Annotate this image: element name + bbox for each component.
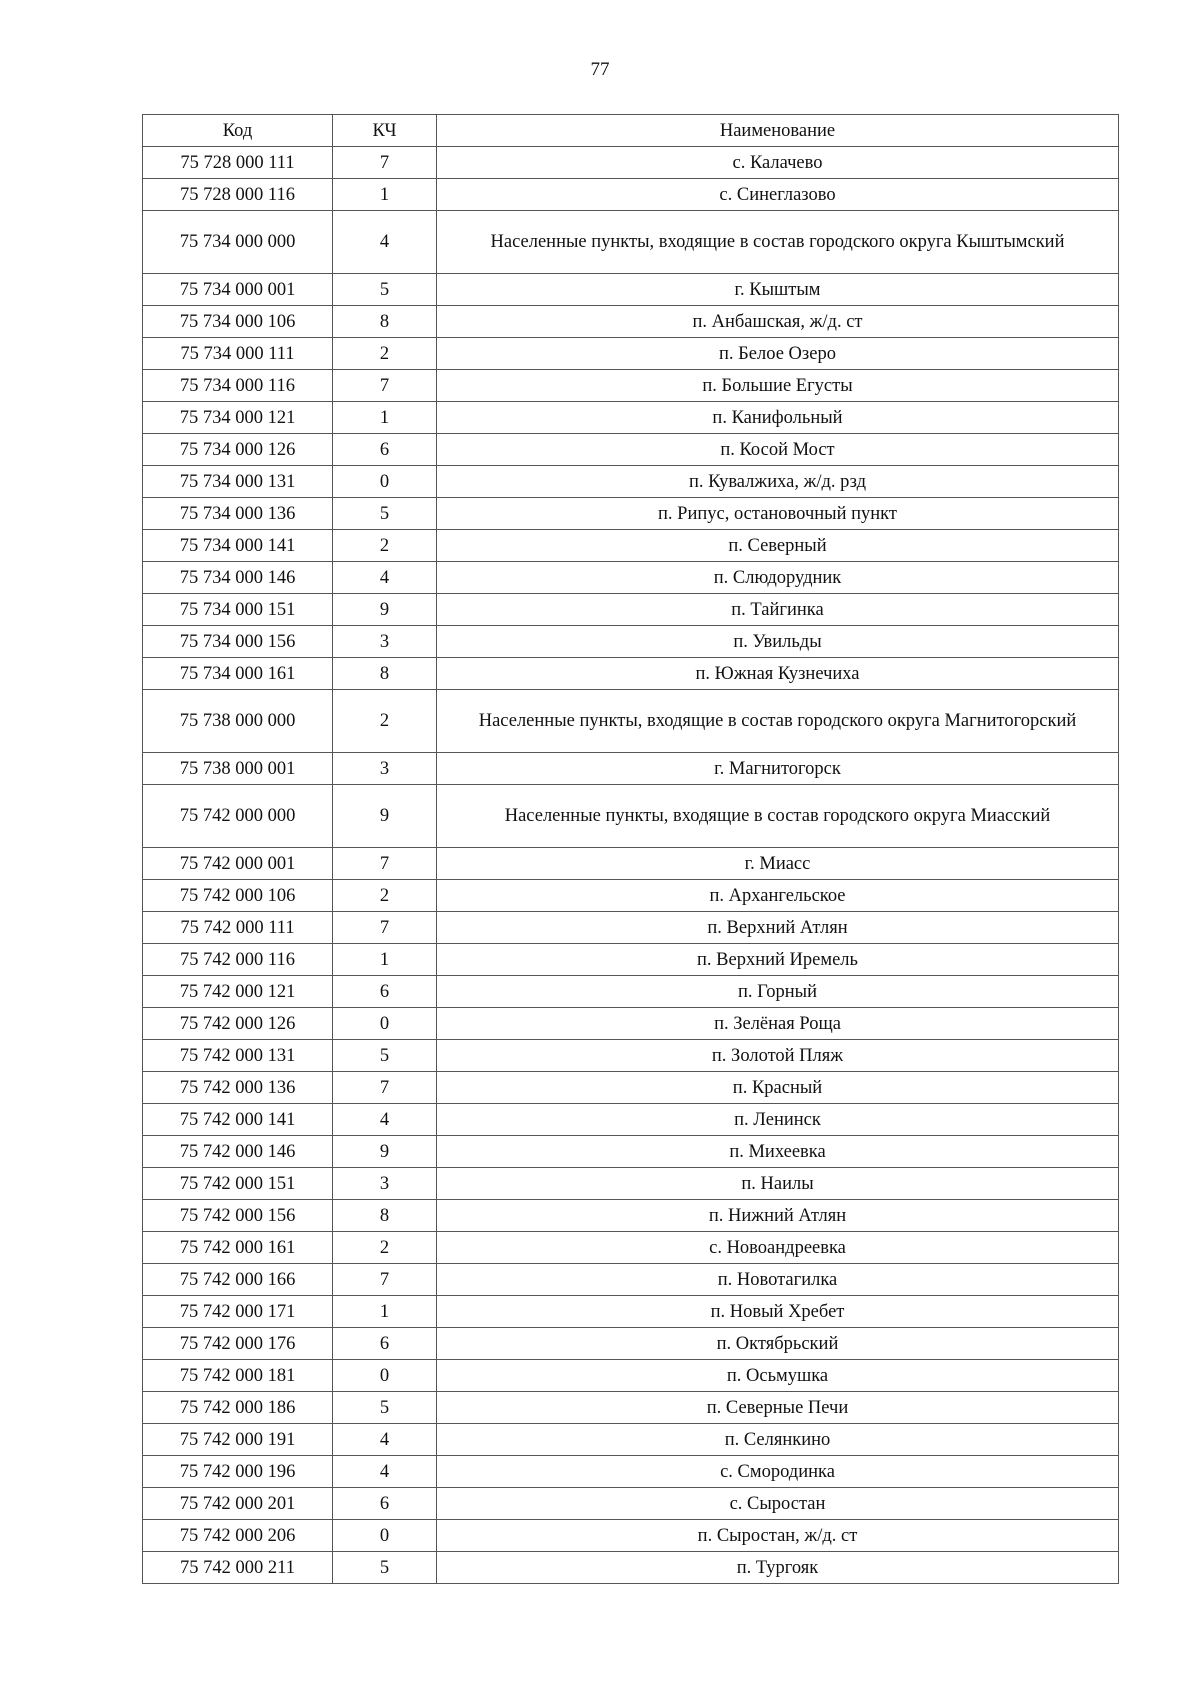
name-cell: п. Северные Печи bbox=[437, 1392, 1119, 1424]
table-row bbox=[143, 1200, 1119, 1232]
kch-cell: 5 bbox=[333, 1040, 437, 1072]
code-cell: 75 742 000 186 bbox=[143, 1392, 333, 1424]
table-row bbox=[143, 1456, 1119, 1488]
name-cell: п. Косой Мост bbox=[437, 434, 1119, 466]
header-code: Код bbox=[143, 115, 333, 147]
kch-cell: 4 bbox=[333, 1456, 437, 1488]
table-row bbox=[143, 626, 1119, 658]
kch-cell: 9 bbox=[333, 1136, 437, 1168]
name-cell: п. Сыростан, ж/д. ст bbox=[437, 1520, 1119, 1552]
kch-cell: 3 bbox=[333, 753, 437, 785]
name-cell: п. Верхний Иремель bbox=[437, 944, 1119, 976]
kch-cell: 5 bbox=[333, 498, 437, 530]
table-body bbox=[143, 147, 1119, 1584]
name-cell: с. Смородинка bbox=[437, 1456, 1119, 1488]
code-cell: 75 734 000 126 bbox=[143, 434, 333, 466]
table-row bbox=[143, 1232, 1119, 1264]
code-cell: 75 742 000 121 bbox=[143, 976, 333, 1008]
kch-cell: 5 bbox=[333, 274, 437, 306]
table-row bbox=[143, 912, 1119, 944]
kch-cell: 0 bbox=[333, 1360, 437, 1392]
table-row bbox=[143, 1264, 1119, 1296]
name-cell: п. Северный bbox=[437, 530, 1119, 562]
kch-cell: 7 bbox=[333, 1072, 437, 1104]
kch-cell: 8 bbox=[333, 306, 437, 338]
code-cell: 75 734 000 106 bbox=[143, 306, 333, 338]
code-cell: 75 742 000 196 bbox=[143, 1456, 333, 1488]
code-cell: 75 734 000 116 bbox=[143, 370, 333, 402]
table-row bbox=[143, 880, 1119, 912]
name-cell: п. Тургояк bbox=[437, 1552, 1119, 1584]
code-cell: 75 742 000 171 bbox=[143, 1296, 333, 1328]
name-cell: п. Новый Хребет bbox=[437, 1296, 1119, 1328]
code-cell: 75 742 000 166 bbox=[143, 1264, 333, 1296]
kch-cell: 0 bbox=[333, 466, 437, 498]
kch-cell: 1 bbox=[333, 944, 437, 976]
table-row bbox=[143, 562, 1119, 594]
table-row bbox=[143, 1296, 1119, 1328]
kch-cell: 7 bbox=[333, 1264, 437, 1296]
kch-cell: 5 bbox=[333, 1552, 437, 1584]
kch-cell: 4 bbox=[333, 211, 437, 274]
name-cell: п. Осьмушка bbox=[437, 1360, 1119, 1392]
name-cell: п. Белое Озеро bbox=[437, 338, 1119, 370]
code-cell: 75 742 000 161 bbox=[143, 1232, 333, 1264]
code-cell: 75 742 000 146 bbox=[143, 1136, 333, 1168]
code-cell: 75 742 000 111 bbox=[143, 912, 333, 944]
kch-cell: 7 bbox=[333, 147, 437, 179]
table-row bbox=[143, 211, 1119, 274]
code-cell: 75 742 000 000 bbox=[143, 785, 333, 848]
name-cell: п. Горный bbox=[437, 976, 1119, 1008]
table-row bbox=[143, 1424, 1119, 1456]
table-header-row bbox=[143, 115, 1119, 147]
table-row bbox=[143, 306, 1119, 338]
name-cell: с. Новоандреевка bbox=[437, 1232, 1119, 1264]
kch-cell: 7 bbox=[333, 370, 437, 402]
code-cell: 75 734 000 131 bbox=[143, 466, 333, 498]
code-cell: 75 742 000 141 bbox=[143, 1104, 333, 1136]
kch-cell: 0 bbox=[333, 1008, 437, 1040]
kch-cell: 7 bbox=[333, 912, 437, 944]
kch-cell: 4 bbox=[333, 1424, 437, 1456]
code-cell: 75 742 000 191 bbox=[143, 1424, 333, 1456]
name-cell: п. Кувалжиха, ж/д. рзд bbox=[437, 466, 1119, 498]
table-row bbox=[143, 274, 1119, 306]
code-cell: 75 734 000 161 bbox=[143, 658, 333, 690]
table-row bbox=[143, 753, 1119, 785]
name-cell: п. Архангельское bbox=[437, 880, 1119, 912]
kch-cell: 0 bbox=[333, 1520, 437, 1552]
kch-cell: 3 bbox=[333, 1168, 437, 1200]
table-row bbox=[143, 944, 1119, 976]
kch-cell: 8 bbox=[333, 1200, 437, 1232]
kch-cell: 4 bbox=[333, 1104, 437, 1136]
kch-cell: 4 bbox=[333, 562, 437, 594]
kch-cell: 2 bbox=[333, 530, 437, 562]
kch-cell: 2 bbox=[333, 1232, 437, 1264]
name-cell: Населенные пункты, входящие в состав городского округа Кыштымский bbox=[437, 211, 1119, 274]
name-cell: г. Миасс bbox=[437, 848, 1119, 880]
kch-cell: 8 bbox=[333, 658, 437, 690]
name-cell: п. Канифольный bbox=[437, 402, 1119, 434]
table-row bbox=[143, 1328, 1119, 1360]
header-kch: КЧ bbox=[333, 115, 437, 147]
code-cell: 75 742 000 126 bbox=[143, 1008, 333, 1040]
name-cell: п. Наилы bbox=[437, 1168, 1119, 1200]
table-row bbox=[143, 402, 1119, 434]
name-cell: Населенные пункты, входящие в состав городского округа Миасский bbox=[437, 785, 1119, 848]
name-cell: п. Увильды bbox=[437, 626, 1119, 658]
table-row bbox=[143, 1040, 1119, 1072]
table-row bbox=[143, 1072, 1119, 1104]
name-cell: п. Южная Кузнечиха bbox=[437, 658, 1119, 690]
code-cell: 75 734 000 001 bbox=[143, 274, 333, 306]
table-row bbox=[143, 1136, 1119, 1168]
code-cell: 75 742 000 131 bbox=[143, 1040, 333, 1072]
name-cell: п. Михеевка bbox=[437, 1136, 1119, 1168]
code-cell: 75 728 000 116 bbox=[143, 179, 333, 211]
name-cell: п. Рипус, остановочный пункт bbox=[437, 498, 1119, 530]
name-cell: п. Золотой Пляж bbox=[437, 1040, 1119, 1072]
classifier-table bbox=[142, 114, 1119, 1584]
kch-cell: 5 bbox=[333, 1392, 437, 1424]
table-row bbox=[143, 179, 1119, 211]
table-row bbox=[143, 466, 1119, 498]
code-cell: 75 728 000 111 bbox=[143, 147, 333, 179]
table-row bbox=[143, 594, 1119, 626]
table-row bbox=[143, 1104, 1119, 1136]
code-cell: 75 742 000 001 bbox=[143, 848, 333, 880]
kch-cell: 6 bbox=[333, 1488, 437, 1520]
code-cell: 75 742 000 156 bbox=[143, 1200, 333, 1232]
name-cell: п. Селянкино bbox=[437, 1424, 1119, 1456]
code-cell: 75 742 000 176 bbox=[143, 1328, 333, 1360]
table-row bbox=[143, 976, 1119, 1008]
name-cell: с. Сыростан bbox=[437, 1488, 1119, 1520]
table-row bbox=[143, 530, 1119, 562]
code-cell: 75 742 000 201 bbox=[143, 1488, 333, 1520]
kch-cell: 1 bbox=[333, 402, 437, 434]
name-cell: г. Кыштым bbox=[437, 274, 1119, 306]
kch-cell: 6 bbox=[333, 1328, 437, 1360]
kch-cell: 3 bbox=[333, 626, 437, 658]
kch-cell: 7 bbox=[333, 848, 437, 880]
name-cell: г. Магнитогорск bbox=[437, 753, 1119, 785]
table-row bbox=[143, 434, 1119, 466]
table-row bbox=[143, 785, 1119, 848]
code-cell: 75 738 000 001 bbox=[143, 753, 333, 785]
code-cell: 75 742 000 211 bbox=[143, 1552, 333, 1584]
kch-cell: 1 bbox=[333, 1296, 437, 1328]
table-row bbox=[143, 690, 1119, 753]
table-row bbox=[143, 1488, 1119, 1520]
kch-cell: 6 bbox=[333, 976, 437, 1008]
table-row bbox=[143, 370, 1119, 402]
kch-cell: 2 bbox=[333, 690, 437, 753]
name-cell: с. Калачево bbox=[437, 147, 1119, 179]
kch-cell: 9 bbox=[333, 594, 437, 626]
name-cell: п. Верхний Атлян bbox=[437, 912, 1119, 944]
name-cell: п. Новотагилка bbox=[437, 1264, 1119, 1296]
table-row bbox=[143, 1360, 1119, 1392]
table-row bbox=[143, 498, 1119, 530]
table-row bbox=[143, 1392, 1119, 1424]
name-cell: п. Анбашская, ж/д. ст bbox=[437, 306, 1119, 338]
code-cell: 75 742 000 116 bbox=[143, 944, 333, 976]
code-cell: 75 742 000 181 bbox=[143, 1360, 333, 1392]
code-cell: 75 734 000 111 bbox=[143, 338, 333, 370]
table-row bbox=[143, 1520, 1119, 1552]
kch-cell: 2 bbox=[333, 880, 437, 912]
name-cell: п. Октябрьский bbox=[437, 1328, 1119, 1360]
table-row bbox=[143, 338, 1119, 370]
code-cell: 75 734 000 136 bbox=[143, 498, 333, 530]
name-cell: п. Нижний Атлян bbox=[437, 1200, 1119, 1232]
name-cell: п. Красный bbox=[437, 1072, 1119, 1104]
code-cell: 75 742 000 151 bbox=[143, 1168, 333, 1200]
page-number: 77 bbox=[590, 59, 610, 80]
name-cell: п. Зелёная Роща bbox=[437, 1008, 1119, 1040]
code-cell: 75 742 000 136 bbox=[143, 1072, 333, 1104]
table-row bbox=[143, 1552, 1119, 1584]
code-cell: 75 734 000 151 bbox=[143, 594, 333, 626]
code-cell: 75 734 000 141 bbox=[143, 530, 333, 562]
table-row bbox=[143, 147, 1119, 179]
name-cell: п. Ленинск bbox=[437, 1104, 1119, 1136]
table-row bbox=[143, 658, 1119, 690]
table-row bbox=[143, 1168, 1119, 1200]
code-cell: 75 734 000 121 bbox=[143, 402, 333, 434]
code-cell: 75 742 000 206 bbox=[143, 1520, 333, 1552]
code-cell: 75 742 000 106 bbox=[143, 880, 333, 912]
table-row bbox=[143, 1008, 1119, 1040]
name-cell: п. Тайгинка bbox=[437, 594, 1119, 626]
kch-cell: 2 bbox=[333, 338, 437, 370]
code-cell: 75 734 000 156 bbox=[143, 626, 333, 658]
table-row bbox=[143, 848, 1119, 880]
kch-cell: 9 bbox=[333, 785, 437, 848]
kch-cell: 6 bbox=[333, 434, 437, 466]
code-cell: 75 734 000 146 bbox=[143, 562, 333, 594]
header-name: Наименование bbox=[437, 115, 1119, 147]
code-cell: 75 734 000 000 bbox=[143, 211, 333, 274]
name-cell: Населенные пункты, входящие в состав городского округа Магнитогорский bbox=[437, 690, 1119, 753]
table-header bbox=[143, 115, 1119, 147]
name-cell: п. Слюдорудник bbox=[437, 562, 1119, 594]
kch-cell: 1 bbox=[333, 179, 437, 211]
code-cell: 75 738 000 000 bbox=[143, 690, 333, 753]
name-cell: п. Большие Егусты bbox=[437, 370, 1119, 402]
name-cell: с. Синеглазово bbox=[437, 179, 1119, 211]
